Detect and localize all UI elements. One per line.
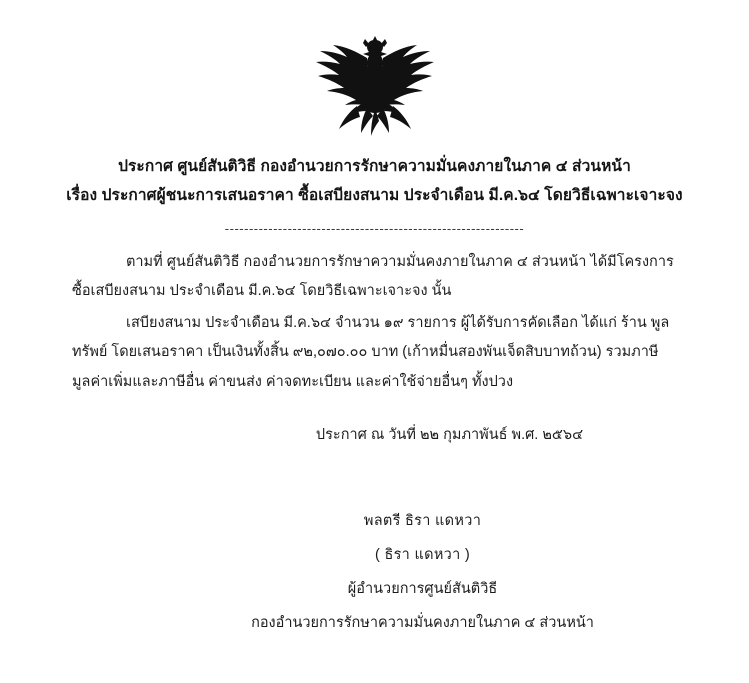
emblem-container: [62, 0, 687, 136]
document-body: [62, 248, 687, 397]
signer-rank-name: พลตรี ธิรา แดหวา: [363, 512, 482, 529]
signer-name-parenthesis: ( ธิรา แดหวา ): [374, 547, 471, 564]
garuda-emblem-icon: [295, 36, 455, 136]
signer-organization: กองอำนวยการรักษาความมั่นคงภายในภาค ๔ ส่วนหน้า: [251, 615, 594, 632]
paragraph-2: [72, 309, 681, 397]
signer-position: ผู้อำนวยการศูนย์สันติวิธี: [347, 581, 498, 598]
announcement-date: ประกาศ ณ วันที่ ๒๒ กุมภาพันธ์ พ.ศ. ๒๕๖๔: [315, 426, 584, 443]
paragraph-1-text: ตามที่ ศูนย์สันติวิธี กองอำนวยการรักษาความมั่นคงภายในภาค ๔ ส่วนหน้า ได้มีโครงการ ซื้อเสบียงสนาม ประจำเดือน มี.ค.๖๔ โดยวิธีเฉพาะเจาะจง นั้น: [72, 253, 674, 300]
paragraph-2-text: เสบียงสนาม ประจำเดือน มี.ค.๖๔ จำนวน ๑๙ รายการ ผู้ได้รับการคัดเลือก ได้แก่ ร้าน พูลทรัพย์ โดยเสนอราคา เป็นเงินทั้งสิ้น ๙๒,๐๗๐.๐๐ บาท (เก้าหมื่นสองพันเจ็ดสิบบาทถ้วน) รวมภาษีมูลค่าเพิ่มและภาษีอื่น ค่าขนส่ง ค่าจดทะเบียน และค่าใช้จ่ายอื่นๆ ทั้งปวง: [72, 314, 670, 390]
title-line-1: ประกาศ ศูนย์สันติวิธี กองอำนวยการรักษาความมั่นคงภายในภาค ๔ ส่วนหน้า: [118, 158, 631, 175]
paragraph-1: [72, 248, 681, 307]
document-title: [62, 152, 687, 211]
title-divider: --------------------------------------------------------------: [224, 220, 525, 236]
signature-block: [62, 504, 687, 640]
title-line-2: เรื่อง ประกาศผู้ชนะการเสนอราคา ซื้อเสบียงสนาม ประจำเดือน มี.ค.๖๔ โดยวิธีเฉพาะเจาะจง: [66, 187, 683, 205]
